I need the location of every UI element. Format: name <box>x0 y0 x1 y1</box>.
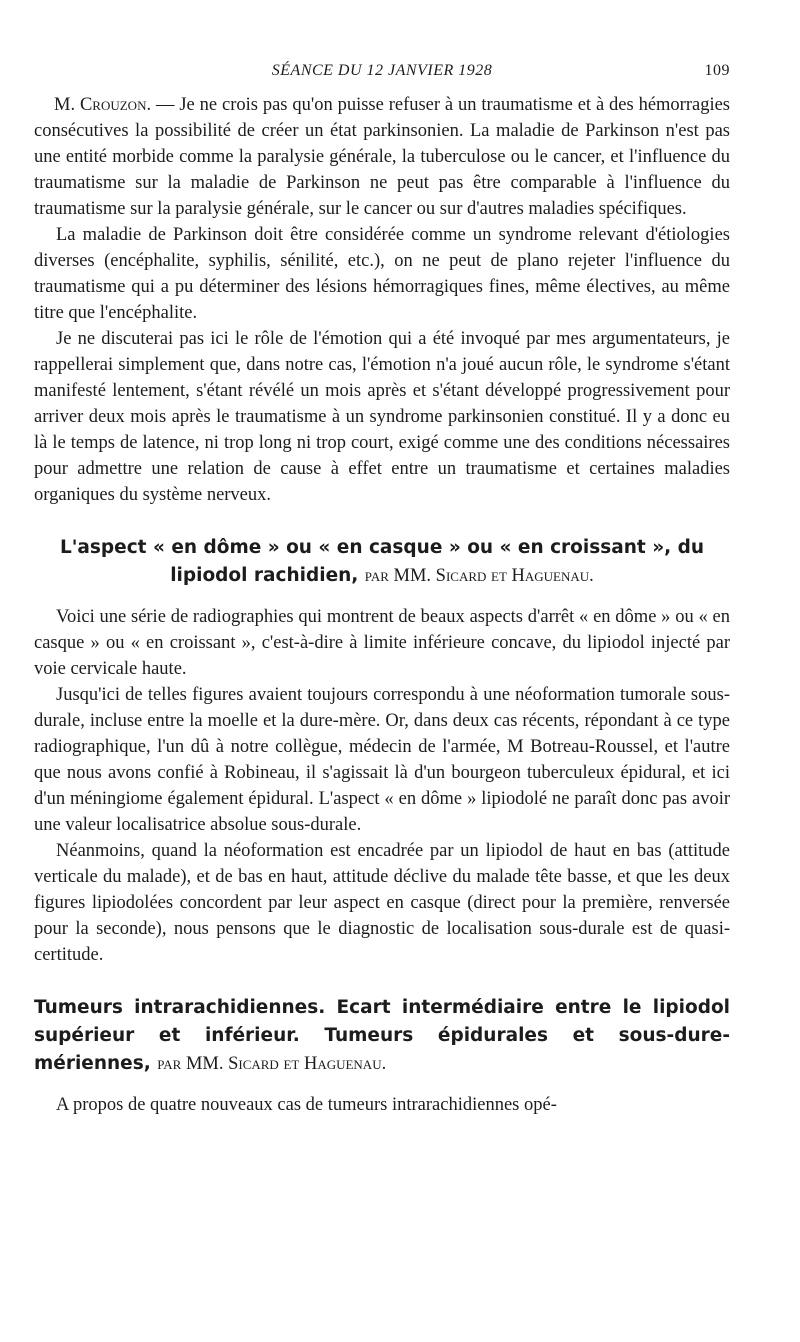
article-1-paragraph-2: Jusqu'ici de telles figures avaient toujours correspondu à une néoformation tumorale sous-durale, incluse entre la moelle et la dure-mère. Or, dans deux cas récents, répondant à ce type radiographique, l'un dû à notre collègue, médecin de l'armée, M Botreau-Roussel, et l'autre que nous avons confié à Robineau, il s'agissait là d'un bourgeon tuberculeux épidural, et ici d'un méningiome également épidural. L'aspect « en dôme » lipiodolé ne paraît donc pas avoir une valeur localisatrice absolue sous-durale. <box>34 685 730 835</box>
article-1-body <box>34 604 730 968</box>
intro-section <box>34 92 730 508</box>
intro-paragraph-3: Je ne discuterai pas ici le rôle de l'émotion qui a été invoqué par mes argumentateurs, je rappellerai simplement que, dans notre cas, l'émotion n'a joué aucun rôle, le syndrome s'étant manifesté lentement, s'étant révélé un mois après et s'étant développé progressivement pour arriver deux mois après le traumatisme à un syndrome parkinsonien constitué. Il y a donc eu là le temps de latence, ni trop long ni trop court, exigé comme une des conditions nécessaires pour admettre une relation de cause à effet entre un traumatisme et certaines maladies organiques du système nerveux. <box>34 329 730 505</box>
article-2-paragraph-1: A propos de quatre nouveaux cas de tumeurs intrarachidiennes opé- <box>56 1095 557 1115</box>
page-number: 109 <box>704 62 730 79</box>
article-2-authors: par MM. Sicard et Haguenau. <box>157 1054 387 1074</box>
intro-paragraph-2: La maladie de Parkinson doit être considérée comme un syndrome relevant d'étiologies diverses (encéphalite, syphilis, sénilité, etc.), on ne peut de plano rejeter l'influence du traumatisme qui a pu déterminer des lésions hémorragiques fines, même électives, au même titre que l'encéphalite. <box>34 225 730 323</box>
article-1-paragraph-3: Néanmoins, quand la néoformation est encadrée par un lipiodol de haut en bas (attitude verticale du malade), et de bas en haut, attitude déclive du malade tête basse, et que les deux figures lipiodolées concordent par leur aspect en casque (direct pour la première, renversée pour la seconde), nous pensons que le diagnostic de localisation sous-durale est de quasi-certitude. <box>34 841 730 965</box>
article-1-paragraph-1: Voici une série de radiographies qui montrent de beaux aspects d'arrêt « en dôme » ou « en casque » ou « en croissant », c'est-à-dire à limite inférieure concave, du lipiodol injecté par voie cervicale haute. <box>34 607 730 679</box>
article-1-authors: par MM. Sicard et Haguenau. <box>364 566 594 586</box>
speaker-name: M. Crouzon. <box>54 95 152 115</box>
running-head: SÉANCE DU 12 JANVIER 1928 <box>271 62 493 79</box>
intro-paragraph-1 <box>34 92 730 222</box>
article-2-title <box>34 994 730 1078</box>
intro-paragraph-1-text: — Je ne crois pas qu'on puisse refuser à un traumatisme et à des hémorragies consécutives la possibilité de créer un état parkinsonien. La maladie de Parkinson n'est pas une entité morbide comme la paralysie générale, la tuberculose ou le cancer, et l'influence du traumatisme sur la maladie de Parkinson ne peut pas être comparable à l'influence du traumatisme sur la paralysie générale, sur le cancer ou sur d'autres maladies spécifiques. <box>34 95 731 219</box>
article-1-title-text: L'aspect « en dôme » ou « en casque » ou « en croissant », du lipiodol rachidien, <box>59 537 705 586</box>
article-2-body <box>34 1092 730 1118</box>
article-1-title <box>34 534 730 590</box>
page-header <box>34 60 730 92</box>
article-2-title-text: Tumeurs intrarachidiennes. Ecart intermédiaire entre le lipiodol supérieur et inférieur. Tumeurs épidurales et sous-dure-mériennes, <box>34 997 730 1074</box>
